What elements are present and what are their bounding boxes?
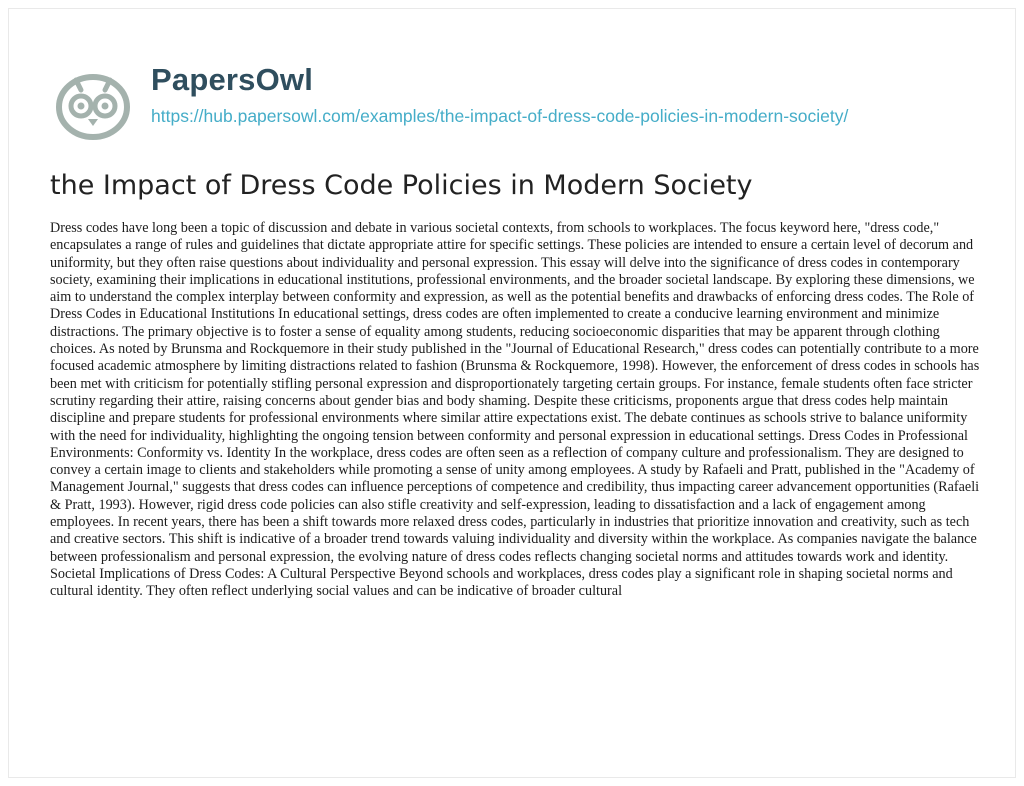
page-title: the Impact of Dress Code Policies in Modern Society xyxy=(50,170,753,201)
essay-body: Dress codes have long been a topic of discussion and debate in various societal contexts, from schools to workplaces. The focus keyword here, "dress code," encapsulates a range of rules and guidelines that dictate appropriate attire for specific settings. These policies are intended to ensure a certain level of decorum and uniformity, but they often raise questions about individuality and personal expression. This essay will delve into the significance of dress codes in contemporary society, examining their implications in educational institutions, professional environments, and the broader societal landscape. By exploring these dimensions, we aim to understand the complex interplay between conformity and expression, as well as the potential benefits and drawbacks of enforcing dress codes. The Role of Dress Codes in Educational Institutions In educational settings, dress codes are often implemented to create a conducive learning environment and minimize distractions. The primary objective is to foster a sense of equality among students, reducing socioeconomic disparities that may be apparent through clothing choices. As noted by Brunsma and Rockquemore in their study published in the "Journal of Educational Research," dress codes can potentially contribute to a more focused academic atmosphere by limiting distractions related to fashion (Brunsma & Rockquemore, 1998). However, the enforcement of dress codes in schools has been met with criticism for potentially stifling personal expression and disproportionately targeting certain groups. For instance, female students often face stricter scrutiny regarding their attire, raising concerns about gender bias and body shaming. Despite these criticisms, proponents argue that dress codes help maintain discipline and prepare students for professional environments where similar attire expectations exist. The debate continues as schools strive to balance uniformity with the need for individuality, highlighting the ongoing tension between conformity and personal expression in educational settings. Dress Codes in Professional Environments: Conformity vs. Identity In the workplace, dress codes are often seen as a reflection of company culture and professionalism. They are designed to convey a certain image to clients and stakeholders while promoting a sense of unity among employees. A study by Rafaeli and Pratt, published in the "Academy of Management Journal," suggests that dress codes can influence perceptions of competence and credibility, thus impacting career advancement opportunities (Rafaeli & Pratt, 1993). However, rigid dress code policies can also stifle creativity and self-expression, leading to dissatisfaction and a lack of engagement among employees. In recent years, there has been a shift towards more relaxed dress codes, particularly in industries that prioritize innovation and creativity, such as tech and creative sectors. This shift is indicative of a broader trend towards valuing individuality and diversity within the workplace. As companies navigate the balance between professionalism and personal expression, the evolving nature of dress codes reflects changing societal norms and attitudes towards work and identity. Societal Implications of Dress Codes: A Cultural Perspective Beyond schools and workplaces, dress codes play a significant role in shaping societal norms and cultural identity. They often reflect underlying social values and can be indicative of broader cultural xyxy=(50,220,980,600)
brand-name[interactable]: PapersOwl xyxy=(151,62,314,97)
owl-logo-icon xyxy=(50,64,136,150)
page-header xyxy=(50,60,950,140)
source-url[interactable]: https://hub.papersowl.com/examples/the-impact-of-dress-code-policies-in-modern-society/ xyxy=(151,106,849,126)
